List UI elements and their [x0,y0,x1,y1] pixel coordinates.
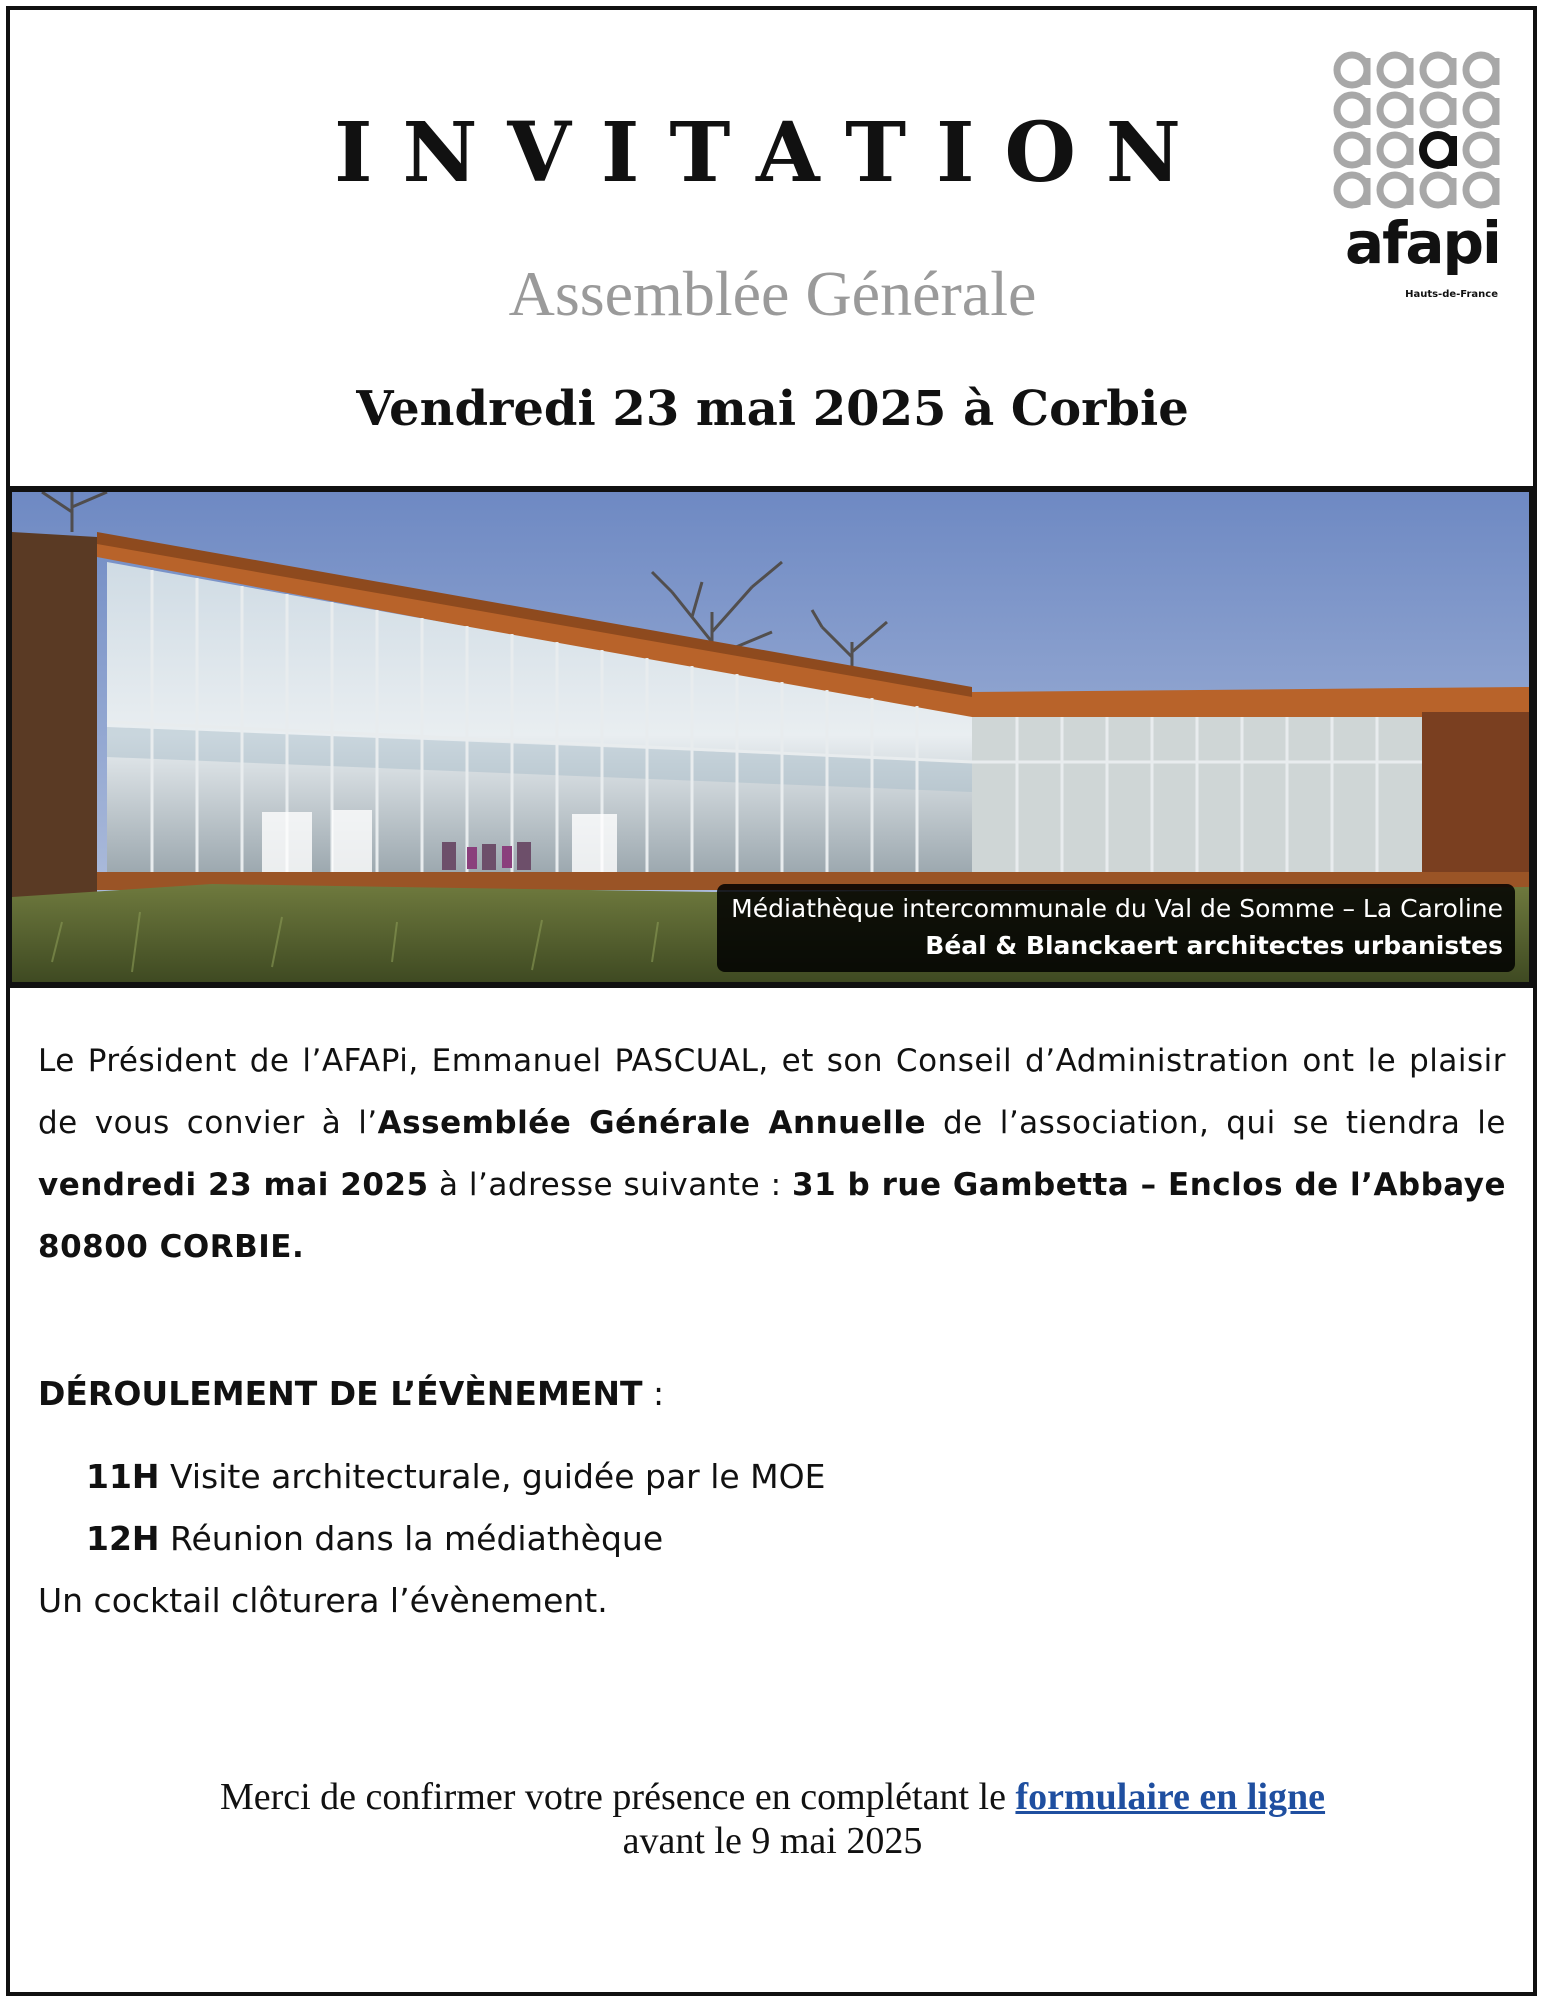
program-item [38,1508,1338,1570]
rsvp-text: Merci de confirmer votre présence en complétant le [219,1776,1016,1818]
program-title: DÉROULEMENT DE L’ÉVÈNEMENT [38,1374,643,1413]
photo-caption [717,884,1515,972]
building-photo [8,486,1533,988]
intro-text-2: de l’association, qui se tiendra le [926,1105,1506,1141]
logo-grid-icon [1330,48,1515,213]
program-list [38,1446,1338,1632]
online-form-link[interactable]: formulaire en ligne [1015,1776,1326,1818]
program-colon: : [642,1374,665,1413]
program-closing: Un cocktail clôturera l’évènement. [38,1581,608,1620]
intro-event-name: Assemblée Générale Annuelle [377,1105,927,1141]
afapi-logo [1330,48,1515,308]
intro-text-3: à l’adresse suivante : [428,1167,792,1203]
caption-location: Médiathèque intercommunale du Val de Somme – La Caroline [731,894,1503,923]
program-item-text: Visite architecturale, guidée par le MOE [159,1457,826,1496]
intro-text-1: Le Président de l’AFAPi, Emmanuel PASCUAL, et son Conseil d’Administration ont le plaisir de vous convier à l’ [38,1043,1506,1141]
rsvp-footer [0,1775,1545,1863]
rsvp-deadline: avant le 9 mai 2025 [622,1820,923,1862]
rsvp-line [0,1775,1545,1819]
intro-date: vendredi 23 mai 2025 [38,1167,429,1203]
logo-wordmark: afapi [1345,209,1500,277]
program-item [38,1446,1338,1508]
event-subtitle: Assemblée Générale [508,258,1037,329]
logo-region: Hauts-de-France [1405,289,1498,300]
caption-architects: Béal & Blanckaert architectes urbanistes [925,931,1503,960]
program-heading [38,1374,664,1413]
intro-address: 31 b rue Gambetta – Enclos de l’Abbaye 80800 CORBIE. [38,1167,1507,1265]
intro-paragraph [38,1030,1506,1278]
program-item-time: 12H [86,1519,160,1558]
program-item-text: Réunion dans la médiathèque [159,1519,664,1558]
event-date-line: Vendredi 23 mai 2025 à Corbie [356,381,1189,437]
program-item-time: 11H [86,1457,160,1496]
invitation-title: INVITATION [334,105,1211,201]
